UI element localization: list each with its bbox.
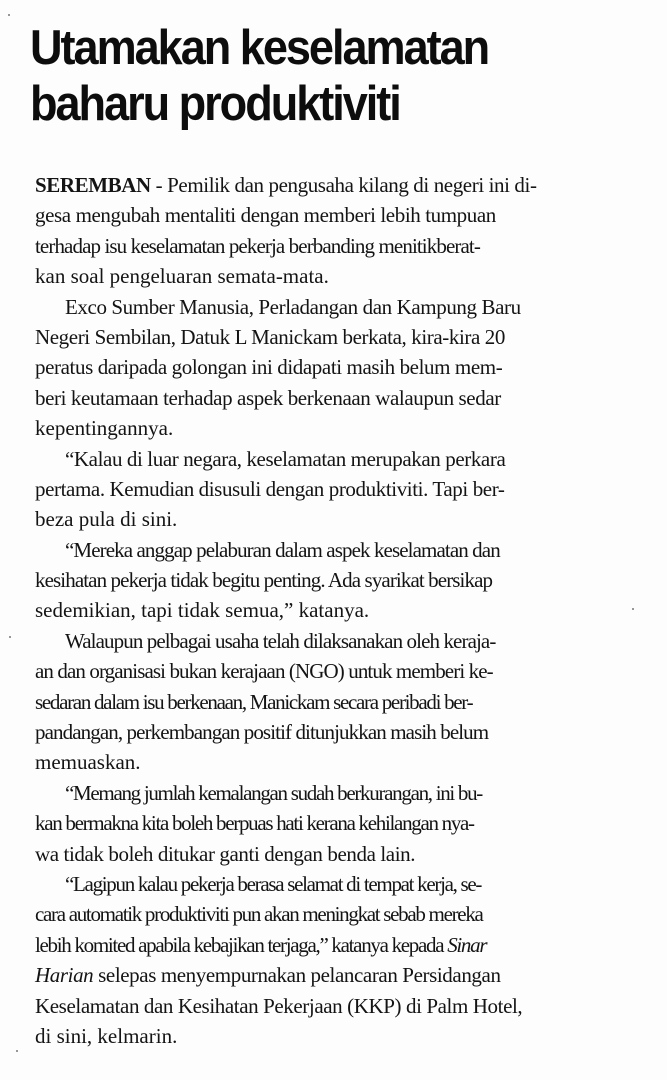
paragraph-6 <box>35 778 655 869</box>
publication-name: Harian <box>35 963 94 988</box>
scan-speck <box>16 1050 18 1052</box>
paragraph-5 <box>35 626 655 778</box>
paragraph-line: “Kalau di luar negara, keselamatan merupakan perkara <box>65 446 506 471</box>
paragraph-line: sedaran dalam isu berkenaan, Manickam secara peribadi ber- <box>35 689 473 714</box>
paragraph-line: “Mereka anggap pelaburan dalam aspek keselamatan dan <box>65 537 500 562</box>
paragraph-line: cara automatik produktiviti pun akan meningkat sebab mereka <box>35 902 483 927</box>
paragraph-line: sedemikian, tapi tidak semua,” katanya. <box>35 598 370 623</box>
paragraph-1 <box>35 170 655 292</box>
paragraph-line: Keselamatan dan Kesihatan Pekerjaan (KKP) di Palm Hotel, <box>35 993 523 1018</box>
paragraph-4 <box>35 535 655 626</box>
paragraph-line: beri keutamaan terhadap aspek berkenaan walaupun sedar <box>35 385 501 410</box>
paragraph-line: Exco Sumber Manusia, Perladangan dan Kampung Baru <box>65 294 521 319</box>
paragraph-line: pandangan, perkembangan positif ditunjukkan masih belum <box>35 720 489 745</box>
paragraph-line: an dan organisasi bukan kerajaan (NGO) untuk memberi ke- <box>35 659 493 684</box>
paragraph-line: Walaupun pelbagai usaha telah dilaksanakan oleh keraja- <box>65 628 496 653</box>
paragraph-line: Negeri Sembilan, Datuk L Manickam berkata, kira-kira 20 <box>35 324 505 349</box>
scan-speck <box>632 608 634 610</box>
dateline: SEREMBAN <box>35 173 151 197</box>
paragraph-line: beza pula di sini. <box>35 507 178 532</box>
paragraph-line: terhadap isu keselamatan pekerja berbanding menitikberat- <box>35 233 480 258</box>
scan-speck <box>8 14 10 16</box>
article-body <box>35 170 655 1051</box>
publication-name: Sinar <box>447 932 487 957</box>
paragraph-line: memuaskan. <box>35 750 141 775</box>
paragraph-line: pertama. Kemudian disusuli dengan produktiviti. Tapi ber- <box>35 476 505 501</box>
paragraph-line: “Lagipun kalau pekerja berasa selamat di tempat kerja, se- <box>65 871 482 896</box>
paragraph-line: Harian selepas menyempurnakan pelancaran Persidangan <box>35 963 501 988</box>
paragraph-2 <box>35 292 655 444</box>
paragraph-line: di sini, kelmarin. <box>35 1023 178 1048</box>
paragraph-line: peratus daripada golongan ini didapati masih belum mem- <box>35 355 503 380</box>
paragraph-line: kan soal pengeluaran semata-mata. <box>35 264 329 289</box>
paragraph-3 <box>35 444 655 535</box>
paragraph-line: gesa mengubah mentaliti dengan memberi lebih tumpuan <box>35 203 496 228</box>
headline-line-1: Utamakan keselamatan <box>30 21 489 75</box>
scan-speck <box>9 636 11 638</box>
paragraph-line: wa tidak boleh ditukar ganti dengan benda lain. <box>35 841 416 866</box>
paragraph-line: kan bermakna kita boleh berpuas hati kerana kehilangan nya- <box>35 811 474 836</box>
paragraph-line: SEREMBAN - Pemilik dan pengusaha kilang di negeri ini di- <box>35 173 537 197</box>
paragraph-7 <box>35 869 655 1051</box>
paragraph-line: kepentingannya. <box>35 416 174 441</box>
headline <box>30 20 600 132</box>
paragraph-line: kesihatan pekerja tidak begitu penting. Ada syarikat bersikap <box>35 568 493 593</box>
paragraph-line: “Memang jumlah kemalangan sudah berkurangan, ini bu- <box>65 780 483 805</box>
headline-line-2: baharu produktiviti <box>30 77 400 131</box>
paragraph-line: lebih komited apabila kebajikan terjaga,” katanya kepada Sinar <box>35 932 487 957</box>
